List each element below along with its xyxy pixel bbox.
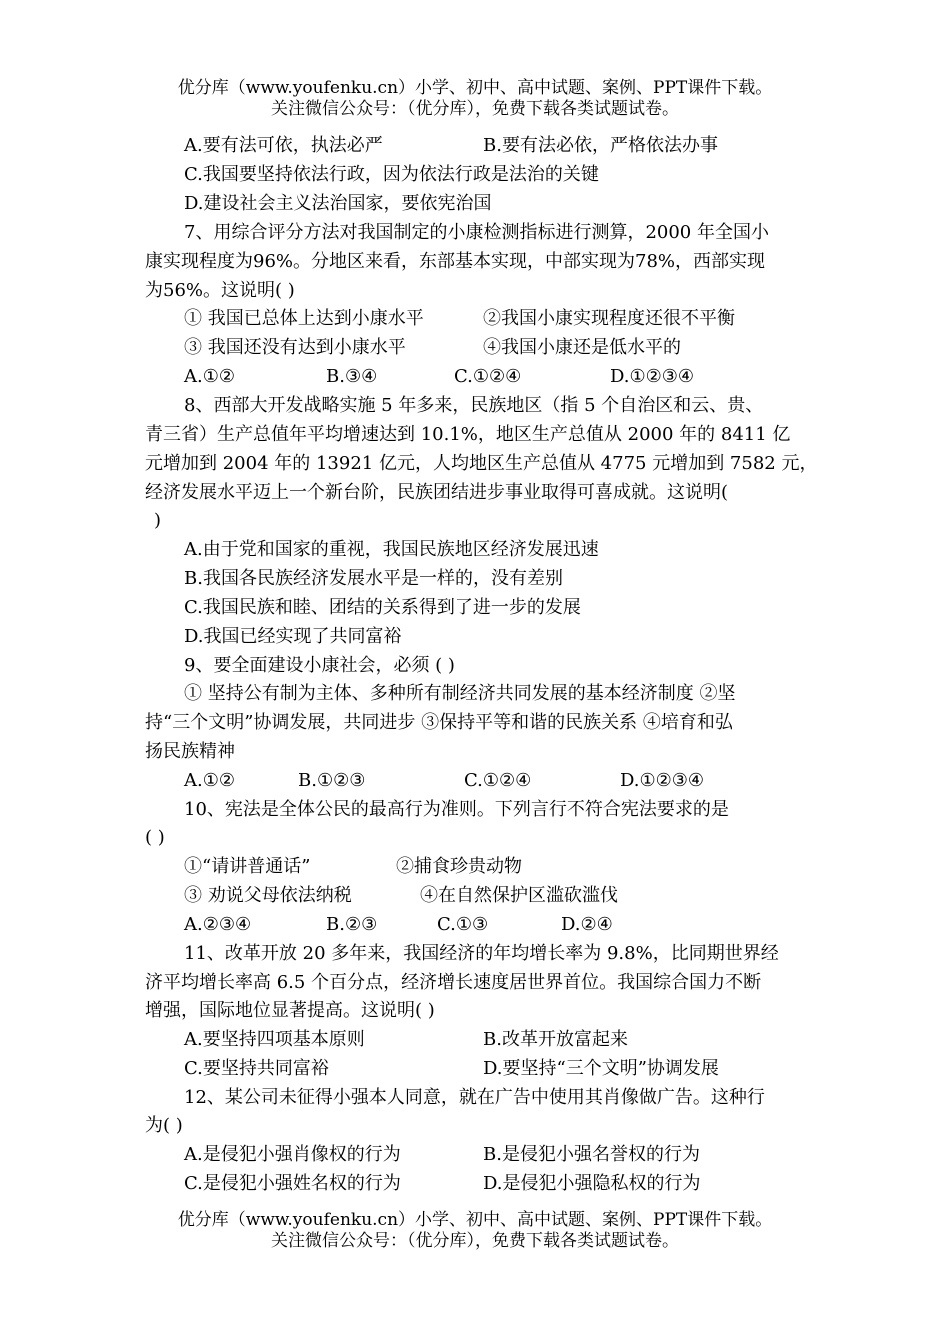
q9-stem-line-1: 9、要全面建设小康社会，必须 ( ) [184, 655, 455, 676]
q10-stem-line-1: 10、宪法是全体公民的最高行为准则。下列言行不符合宪法要求的是 [184, 799, 729, 820]
q12-stem-line-1: 12、某公司未征得小强本人同意，就在广告中使用其肖像做广告。这种行 [184, 1087, 765, 1108]
q7-statement-2: ②我国小康实现程度还很不平衡 [483, 308, 735, 329]
q6-option-a: A.要有法可依，执法必严 [184, 135, 383, 156]
q8-stem-line-2: 青三省）生产总值年平均增速达到 10.1%，地区生产总值从 2000 年的 8411 亿 [145, 424, 791, 445]
q10-statement-1: ①“请讲普通话” [184, 856, 311, 877]
q7-stem-line-3: 为56%。这说明( ) [145, 280, 295, 301]
q7-option-b: B.③④ [326, 366, 378, 387]
q8-option-d: D.我国已经实现了共同富裕 [184, 626, 402, 647]
q10-option-a: A.②③④ [184, 914, 252, 935]
q7-statement-3: ③ 我国还没有达到小康水平 [184, 337, 406, 358]
q7-stem-line-2: 康实现程度为96%。分地区来看，东部基本实现，中部实现为78%，西部实现 [145, 251, 766, 272]
q9-option-b: B.①②③ [298, 770, 366, 791]
q10-stem-line-2: ( ) [145, 827, 165, 848]
q11-stem-line-1: 11、改革开放 20 多年来，我国经济的年均增长率为 9.8%，比同期世界经 [184, 943, 779, 964]
q9-stem-line-4: 扬民族精神 [145, 741, 235, 762]
q7-option-a: A.①② [184, 366, 235, 387]
q12-option-d: D.是侵犯小强隐私权的行为 [483, 1173, 701, 1194]
q12-option-b: B.是侵犯小强名誉权的行为 [483, 1144, 700, 1165]
q8-stem-line-1: 8、西部大开发战略实施 5 年多来，民族地区（指 5 个自治区和云、贵、 [184, 395, 764, 416]
q8-option-a: A.由于党和国家的重视，我国民族地区经济发展迅速 [184, 539, 599, 560]
q6-option-d: D.建设社会主义法治国家，要依宪治国 [184, 193, 492, 214]
q7-stem-line-1: 7、用综合评分方法对我国制定的小康检测指标进行测算，2000 年全国小 [184, 222, 769, 243]
footer-line-2: 关注微信公众号：（优分库），免费下载各类试题试卷。 [271, 1231, 679, 1251]
q8-stem-line-4: 经济发展水平迈上一个新台阶，民族团结进步事业取得可喜成就。这说明( [145, 482, 729, 503]
q7-statement-1: ① 我国已总体上达到小康水平 [184, 308, 424, 329]
q11-stem-line-2: 济平均增长率高 6.5 个百分点，经济增长速度居世界首位。我国综合国力不断 [145, 972, 762, 993]
q11-option-b: B.改革开放富起来 [483, 1029, 628, 1050]
q6-option-c: C.我国要坚持依法行政，因为依法行政是法治的关键 [184, 164, 599, 185]
q11-stem-line-3: 增强，国际地位显著提高。这说明( ) [145, 1000, 435, 1021]
q10-statement-2: ②捕食珍贵动物 [396, 856, 522, 877]
q12-stem-line-2: 为( ) [145, 1115, 183, 1136]
q8-option-c: C.我国民族和睦、团结的关系得到了进一步的发展 [184, 597, 581, 618]
q8-stem-line-5: ) [154, 510, 162, 531]
q10-statement-4: ④在自然保护区滥砍滥伐 [420, 885, 618, 906]
q8-option-b: B.我国各民族经济发展水平是一样的，没有差别 [184, 568, 563, 589]
q9-stem-line-3: 持“三个文明”协调发展，共同进步 ③保持平等和谐的民族关系 ④培育和弘 [145, 712, 733, 733]
q10-option-d: D.②④ [561, 914, 613, 935]
q11-option-d: D.要坚持“三个文明”协调发展 [483, 1058, 719, 1079]
header-line-2: 关注微信公众号：（优分库），免费下载各类试题试卷。 [271, 99, 679, 119]
q9-stem-line-2: ① 坚持公有制为主体、多种所有制经济共同发展的基本经济制度 ②坚 [184, 683, 736, 704]
q7-option-c: C.①②④ [454, 366, 522, 387]
q6-option-b: B.要有法必依，严格依法办事 [483, 135, 718, 156]
q7-option-d: D.①②③④ [610, 366, 695, 387]
q7-statement-4: ④我国小康还是低水平的 [483, 337, 681, 358]
q10-statement-3: ③ 劝说父母依法纳税 [184, 885, 352, 906]
q11-option-c: C.要坚持共同富裕 [184, 1058, 329, 1079]
page-footer [0, 1210, 950, 1252]
q9-option-d: D.①②③④ [620, 770, 705, 791]
q9-option-c: C.①②④ [464, 770, 532, 791]
header-line-1: 优分库（www.youfenku.cn）小学、初中、高中试题、案例、PPT课件下载。 [177, 78, 773, 98]
q8-stem-line-3: 元增加到 2004 年的 13921 亿元，人均地区生产总值从 4775 元增加到 7582 元， [145, 453, 818, 474]
q12-option-a: A.是侵犯小强肖像权的行为 [184, 1144, 401, 1165]
q10-option-b: B.②③ [326, 914, 378, 935]
q11-option-a: A.要坚持四项基本原则 [184, 1029, 365, 1050]
q9-option-a: A.①② [184, 770, 235, 791]
q12-option-c: C.是侵犯小强姓名权的行为 [184, 1173, 401, 1194]
footer-line-1: 优分库（www.youfenku.cn）小学、初中、高中试题、案例、PPT课件下载。 [177, 1210, 773, 1230]
q10-option-c: C.①③ [437, 914, 489, 935]
page-header [0, 78, 950, 120]
